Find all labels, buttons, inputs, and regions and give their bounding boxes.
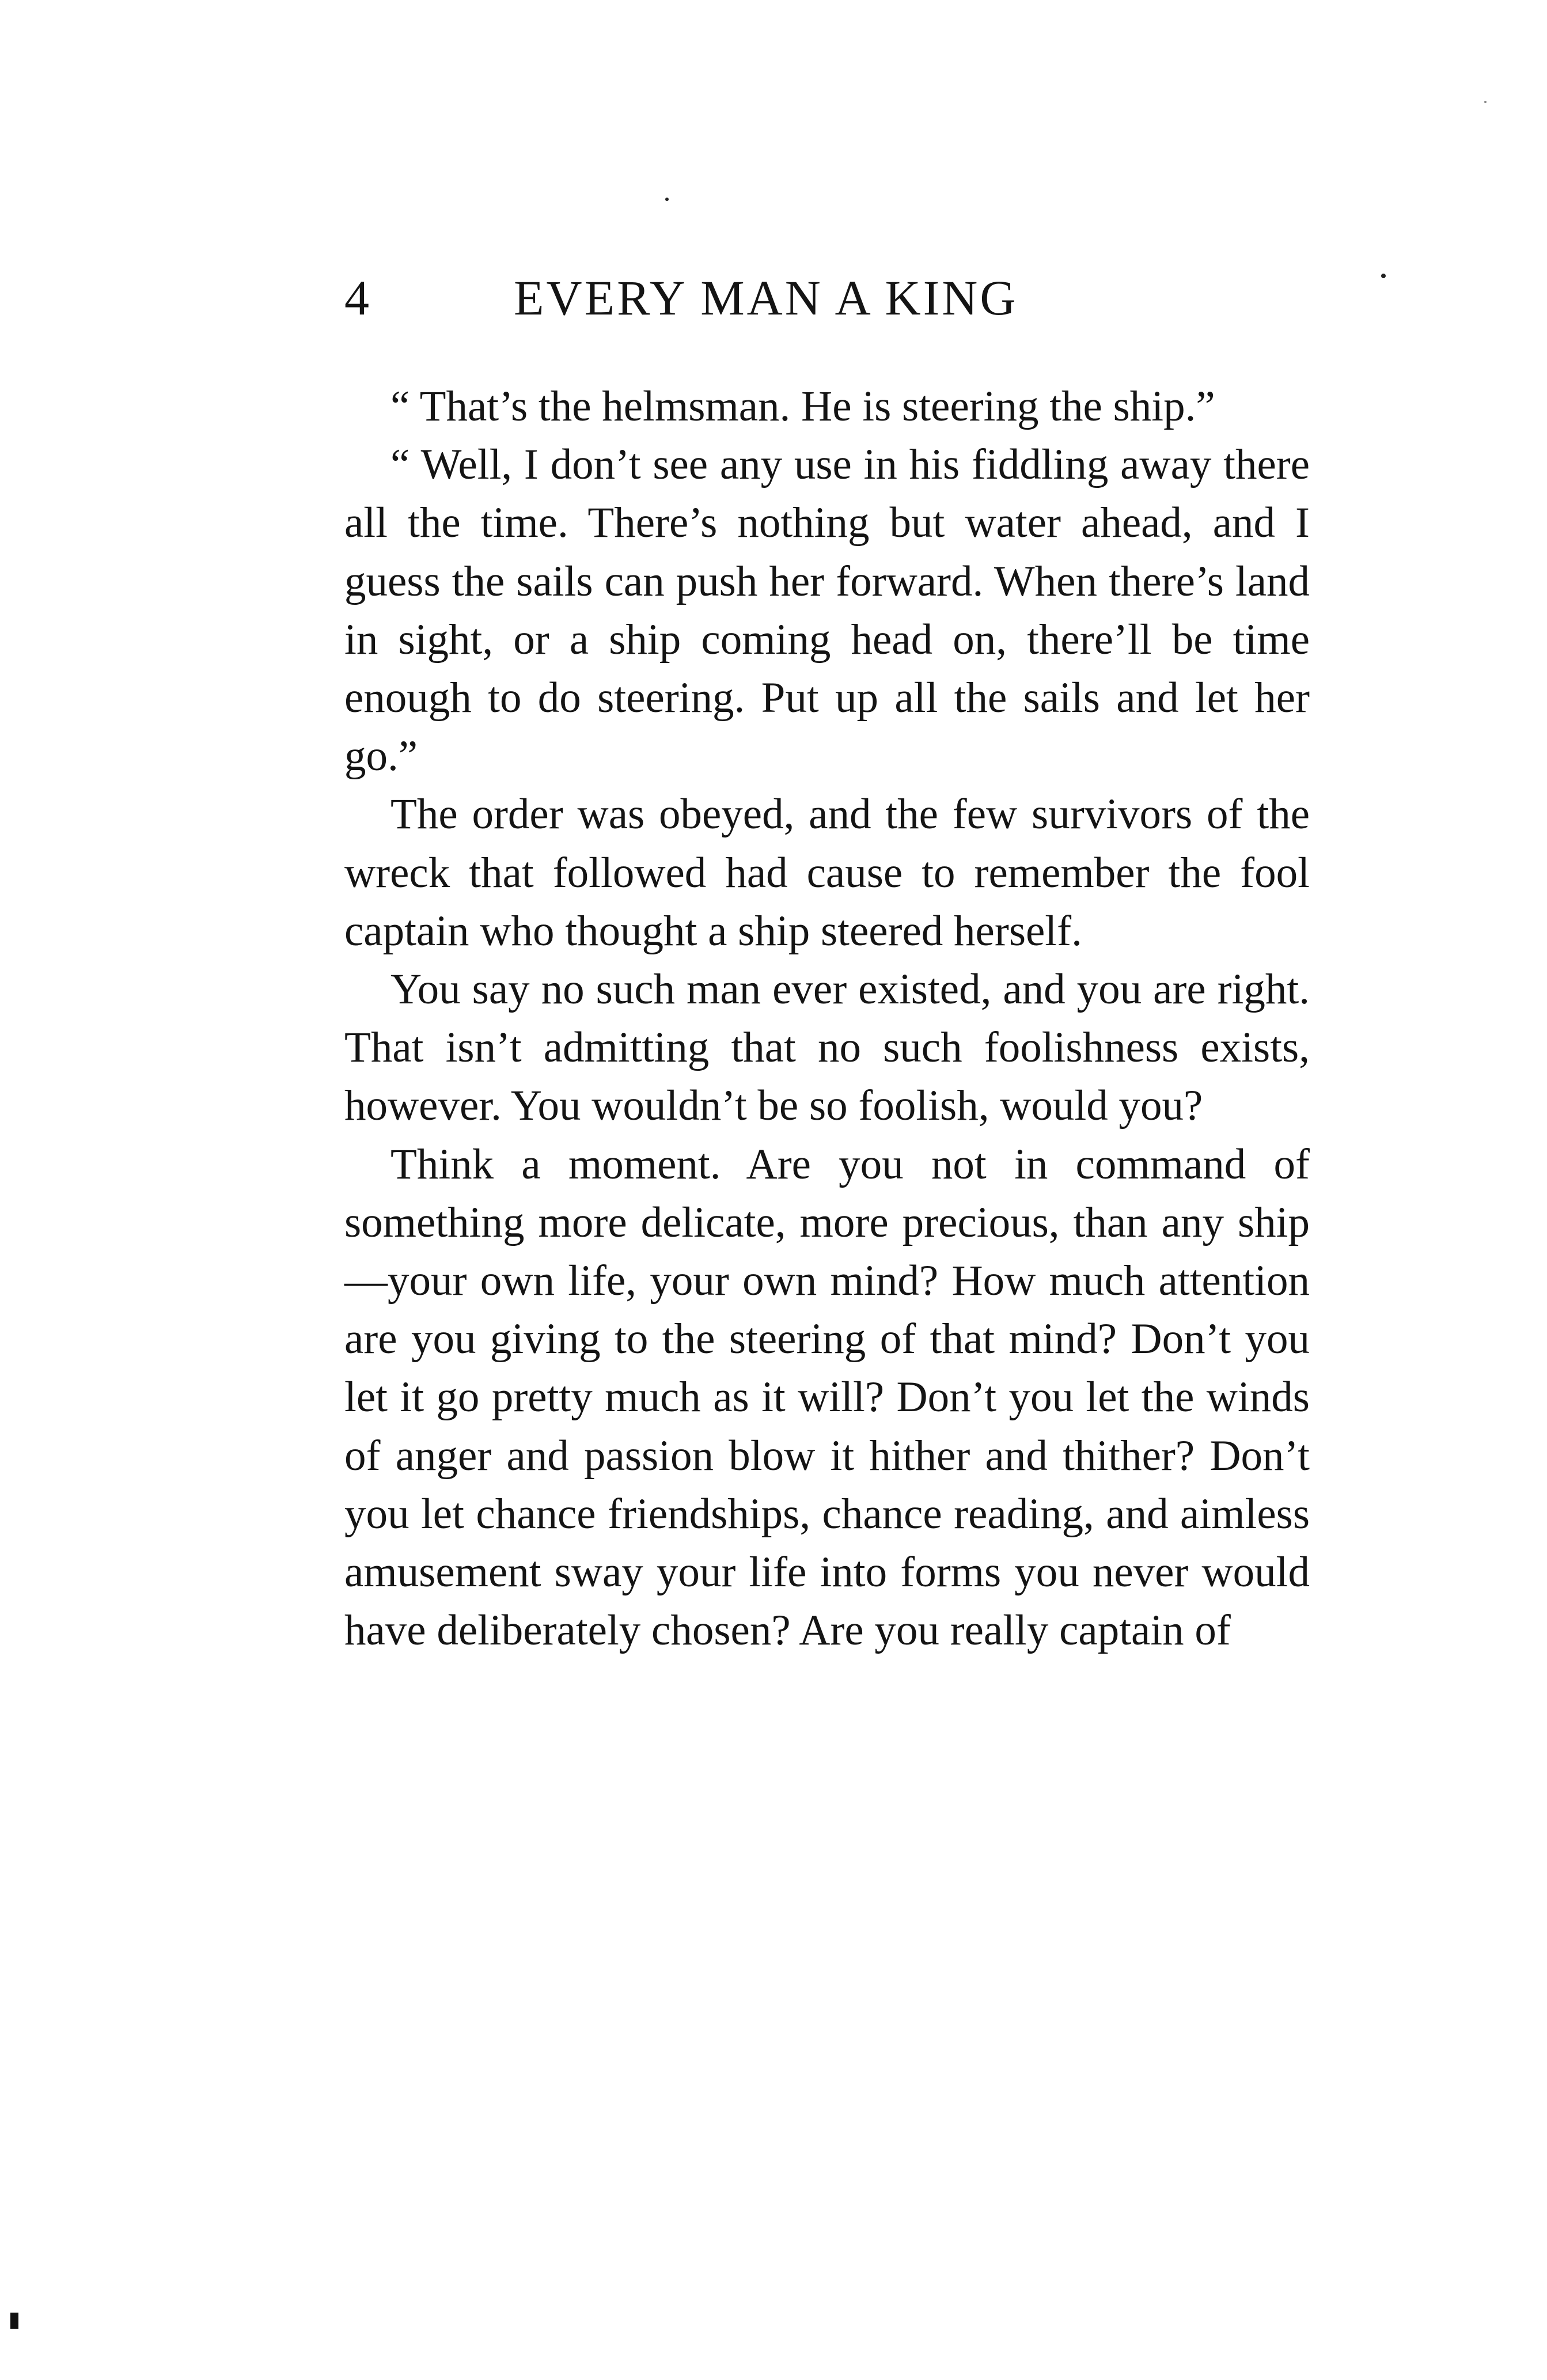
page-number: 4 <box>344 270 371 325</box>
paragraph: “ Well, I don’t see any use in his fiddling away there all the time. There’s nothing but water ahead, and I guess the sails can push her forward. When there’s land in sight, or a ship coming head on, there’ll be time enough to do steering. Put up all the sails and let her go.” <box>344 441 1310 780</box>
scan-speck <box>665 198 669 201</box>
paragraph: The order was obeyed, and the few survivors of the wreck that followed had cause to remember the fool captain who thought a ship steered herself. <box>344 790 1310 955</box>
scan-speck <box>1484 101 1487 103</box>
running-title: EVERY MAN A KING <box>514 270 1018 325</box>
scan-edge-mark <box>10 2313 18 2329</box>
scan-speck <box>1381 274 1386 278</box>
paragraph: You say no such man ever existed, and you are right. That isn’t admitting that no such foolishness exists, however. You wouldn’t be so foolish, would you? <box>344 965 1310 1130</box>
paragraph: “ That’s the helmsman. He is steering the ship.” <box>390 382 1215 430</box>
paragraph: Think a moment. Are you not in command of something more delicate, more precious, than any ship—your own life, your own mind? How much attention are you giving to the steering of that mind? Don’t you let it go pretty much as it will? Don’t you let the winds of anger and passion blow it hither and thither? Don’t you let chance friendships, chance reading, and aimless amusement sway your life into forms you never would have deliberately chosen? Are you really captain of <box>344 1140 1310 1655</box>
body-text <box>344 377 1310 1659</box>
running-header <box>344 266 1324 329</box>
